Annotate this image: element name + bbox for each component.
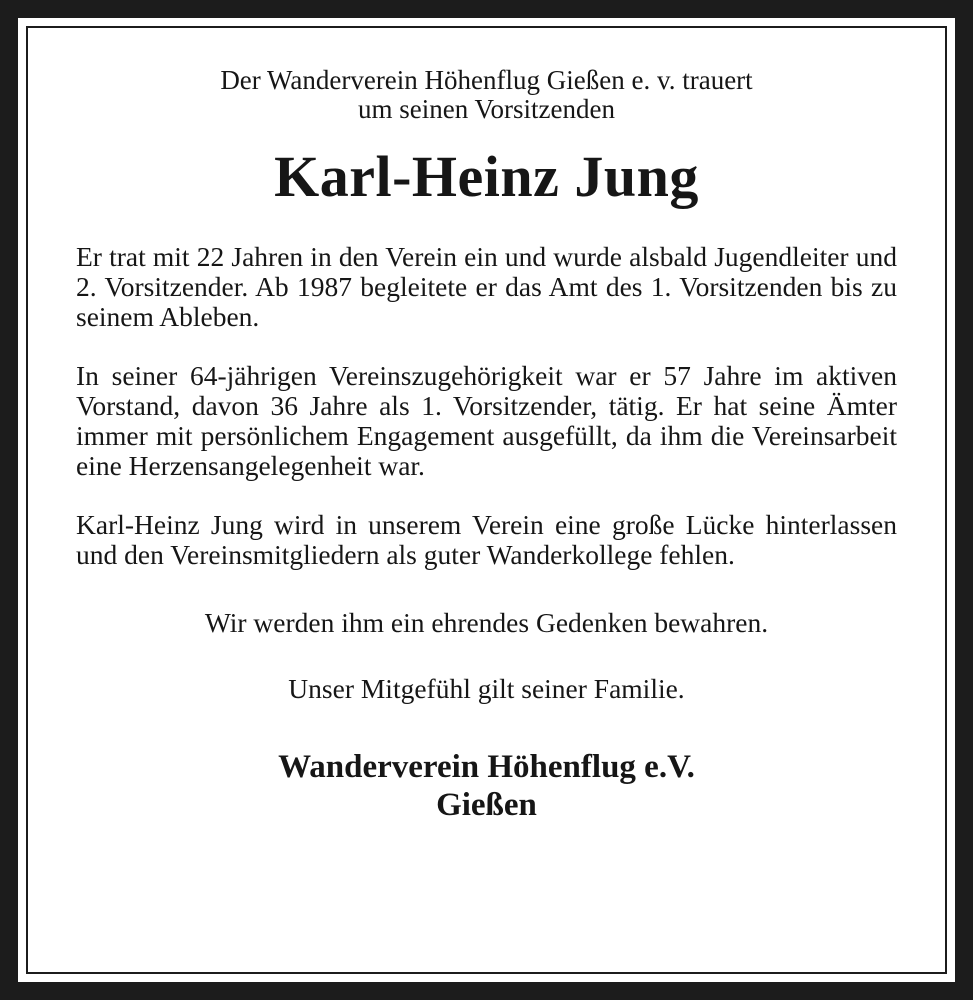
obituary-notice	[18, 18, 955, 982]
intro-line-2: um seinen Vorsitzenden	[358, 94, 615, 124]
intro-line-1: Der Wanderverein Höhenflug Gießen e. v. trauert	[220, 65, 753, 95]
notice-content	[76, 66, 897, 824]
paragraph-1: Er trat mit 22 Jahren in den Verein ein und wurde alsbald Jugendleiter und 2. Vorsitzender. Ab 1987 begleitete er das Amt des 1. Vorsitzenden bis zu seinem Ableben.	[76, 241, 897, 332]
paragraph-2: In seiner 64-jährigen Vereinszugehörigkeit war er 57 Jahre im aktiven Vorstand, davon 36 Jahre als 1. Vorsitzender, tätig. Er hat seine Ämter immer mit persönlichem Engagement ausgefüllt, da ihm die Vereinsarbeit eine Herzensangelegenheit war.	[76, 360, 897, 481]
paragraph-3: Karl-Heinz Jung wird in unserem Verein eine große Lücke hinterlassen und den Vereinsmitgliedern als guter Wanderkollege fehlen.	[76, 509, 897, 570]
signature	[76, 748, 897, 824]
closing-line-1: Wir werden ihm ein ehrendes Gedenken bewahren.	[204, 607, 769, 638]
signature-line-2: Gießen	[436, 787, 537, 823]
deceased-name: Karl-Heinz Jung	[274, 144, 699, 209]
signature-line-1: Wanderverein Höhenflug e.V.	[278, 749, 695, 785]
closing-line-2: Unser Mitgefühl gilt seiner Familie.	[288, 673, 685, 704]
intro-text	[76, 66, 897, 124]
notice-border	[26, 26, 947, 974]
